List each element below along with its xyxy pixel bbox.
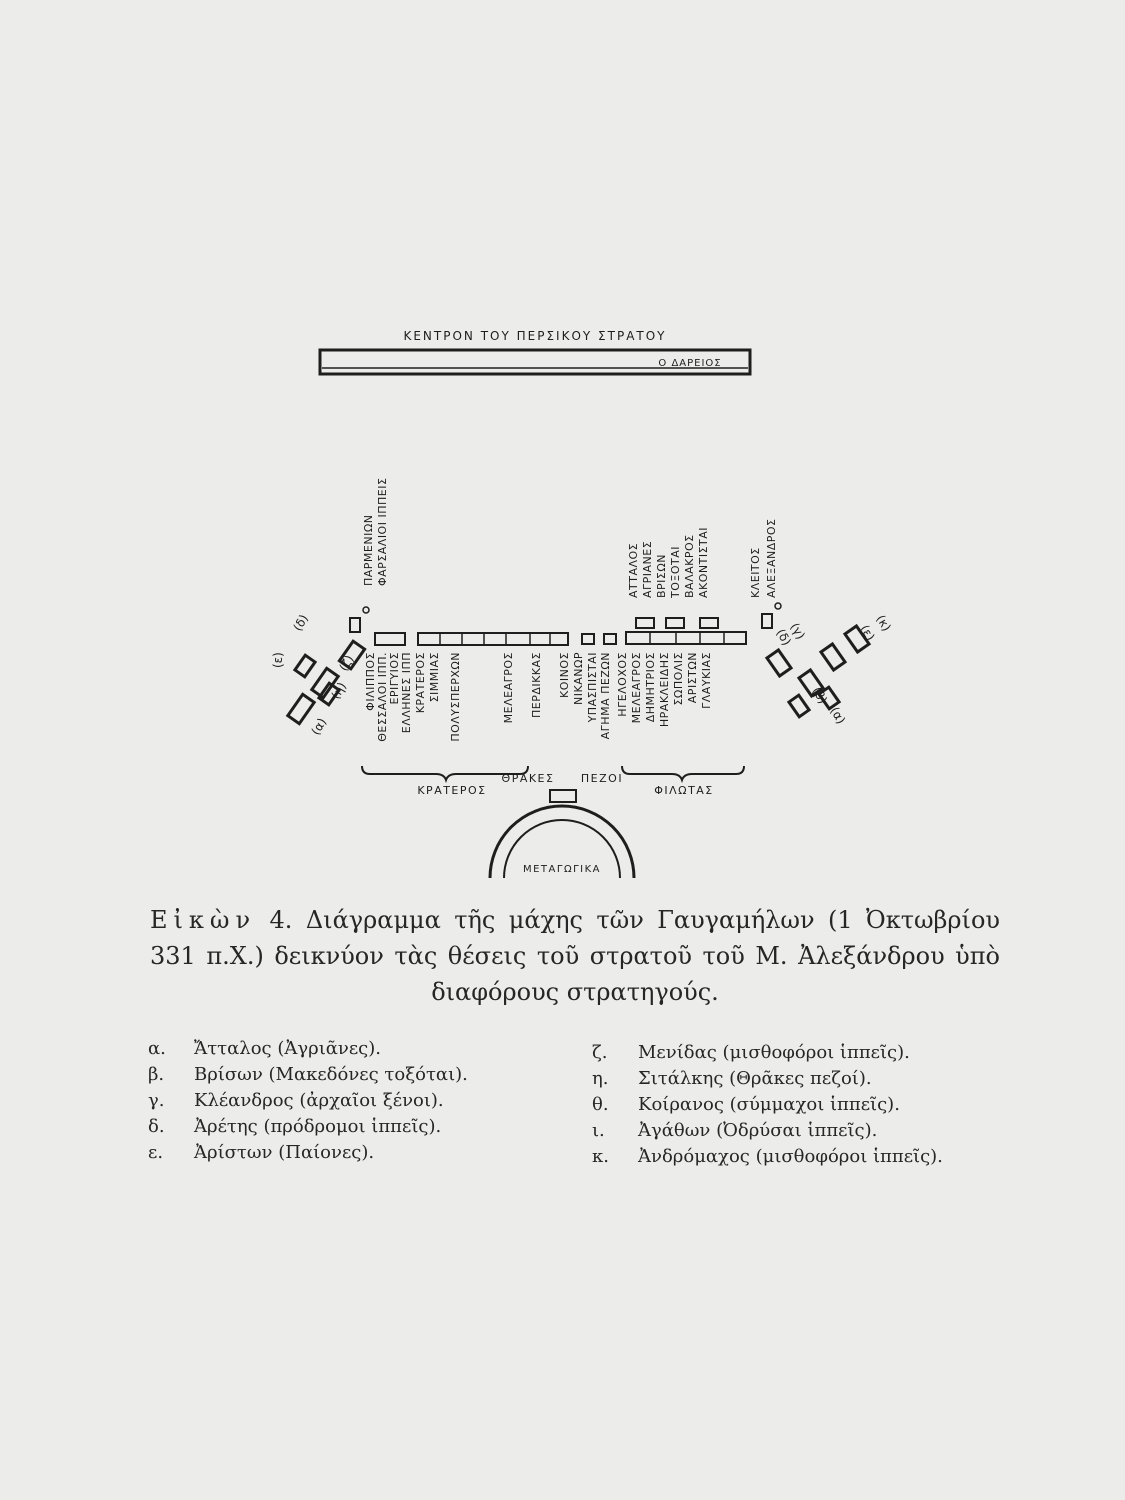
legend-item: β. Βρίσων (Μακεδόνες τοξόται). — [148, 1064, 468, 1085]
commander-label: ΤΟΞΟΤΑΙ — [669, 546, 682, 598]
unit-label: ΗΡΑΚΛΕΙΔΗΣ — [658, 652, 671, 728]
thessalian-cavalry-box — [375, 633, 405, 645]
flank-marker: (β) — [809, 684, 831, 707]
legend-item: γ. Κλέανδρος (ἀρχαῖοι ξένοι). — [148, 1090, 444, 1111]
left-markers — [271, 612, 357, 737]
caption-spaced-word: Εἰκὼν — [150, 906, 257, 934]
group-label-infantry: ΠΕΖΟΙ — [580, 772, 624, 785]
flank-marker: (κ) — [873, 612, 894, 634]
unit-label: ΚΡΑΤΕΡΟΣ — [414, 652, 427, 714]
unit-label: ΣΙΜΜΙΑΣ — [428, 652, 441, 703]
legend-item: α. Ἄτταλος (Ἀγριᾶνες). — [148, 1038, 381, 1059]
unit-label: ΚΟΙΝΟΣ — [558, 652, 571, 698]
commander-label: ΒΑΛΑΚΡΟΣ — [683, 534, 696, 598]
right-line-box — [626, 632, 746, 644]
flank-marker: (δ) — [773, 626, 794, 648]
legend-item: θ. Κοίρανος (σύμμαχοι ἱππεῖς). — [592, 1094, 900, 1115]
unit-label: ΗΓΕΛΟΧΟΣ — [616, 652, 629, 717]
alexander-marker — [762, 614, 772, 628]
legend-item: η. Σιτάλκης (Θρᾶκες πεζοί). — [592, 1068, 872, 1089]
caption-line-2: 331 π.Χ.) δεικνύον τὰς θέσεις τοῦ στρατοῦ τοῦ Μ. Ἀλεξάνδρου ὑπὸ — [150, 942, 1000, 970]
commander-label: ΑΓΡΙΑΝΕΣ — [641, 540, 654, 598]
unit-label: ΜΕΛΕΑΓΡΟΣ — [502, 652, 515, 724]
hypaspists-box — [582, 634, 594, 644]
caption-line-1 — [150, 902, 1000, 938]
legend-item: κ. Ἀνδρόμαχος (μισθοφόροι ἱππεῖς). — [592, 1146, 943, 1167]
unit-label: ΣΩΠΟΛΙΣ — [672, 652, 685, 706]
left-commanders — [362, 478, 389, 586]
commander-label: ΑΤΤΑΛΟΣ — [627, 542, 640, 598]
parmenion-marker — [350, 618, 360, 632]
flank-marker: (α) — [308, 715, 330, 738]
attalos-unit — [636, 618, 654, 628]
unit-label: ΑΡΙΣΤΩΝ — [686, 652, 699, 704]
flank-marker: (δ) — [290, 612, 311, 634]
legend-right — [592, 1040, 943, 1170]
commander-label: ΦΑΡΣΑΛΙΟΙ ΙΠΠΕΙΣ — [376, 477, 389, 586]
baggage-label: ΜΕΤΑΓΩΓΙΚΑ — [522, 864, 602, 875]
legend-left — [148, 1036, 468, 1166]
unit-label: ΔΗΜΗΤΡΙΟΣ — [644, 652, 657, 723]
unit-label: ΕΡΙΓΥΙΟΣ — [388, 652, 401, 705]
group-label-thracians: ΘΡΑΚΕΣ — [501, 772, 555, 785]
baggage-guard — [550, 790, 576, 802]
unit-label: ΘΕΣΣΑΛΟΙ ΙΠΠ. — [376, 652, 389, 742]
flank-marker: (ε) — [857, 622, 878, 644]
group-label-krateros: ΚΡΑΤΕΡΟΣ — [417, 784, 487, 797]
unit-label: ΝΙΚΑΝΩΡ — [572, 652, 585, 705]
commander-label: ΑΚΟΝΤΙΣΤΑΙ — [697, 526, 710, 598]
commander-label: ΒΡΙΣΩΝ — [655, 553, 668, 598]
unit-labels — [364, 652, 713, 742]
commander-label: ΠΑΡΜΕΝΙΩΝ — [362, 514, 375, 586]
persian-center-title: ΚΕΝΤΡΟΝ ΤΟΥ ΠΕΡΣΙΚΟΥ ΣΤΡΑΤΟΥ — [403, 329, 667, 343]
legend-item: δ. Ἀρέτης (πρόδρομοι ἱππεῖς). — [148, 1116, 442, 1137]
unit-label: ΕΛΛΗΝΕΣ ΙΠΠ — [400, 652, 413, 734]
flank-marker: (γ) — [787, 620, 808, 642]
flank-marker: (η) — [328, 679, 350, 702]
balakros-unit — [700, 618, 718, 628]
battle-line — [350, 603, 781, 645]
darius-label: Ο ΔΑΡΕΙΟΣ — [658, 358, 722, 369]
flank-marker: (α) — [827, 704, 849, 727]
unit-label: ΑΓΗΜΑ ΠΕΖΩΝ — [599, 652, 612, 740]
commander-label: ΑΛΕΞΑΝΔΡΟΣ — [765, 518, 778, 598]
group-label-philotas: ΦΙΛΩΤΑΣ — [654, 784, 714, 797]
brace-philotas — [622, 766, 744, 780]
unit-label: ΠΟΛΥΣΠΕΡΧΩΝ — [449, 652, 462, 742]
right-commanders-b — [749, 519, 778, 598]
right-commanders-a — [627, 527, 710, 599]
unit-label: ΠΕΡΔΙΚΚΑΣ — [530, 652, 543, 719]
legend-item: ζ. Μενίδας (μισθοφόροι ἱππεῖς). — [592, 1042, 910, 1063]
agema-box — [604, 634, 616, 644]
legend-item: ε. Ἀρίστων (Παίονες). — [148, 1142, 375, 1163]
brison-unit — [666, 618, 684, 628]
legend-item: ι. Ἀγάθων (Ὀδρύσαι ἱππεῖς). — [592, 1120, 878, 1141]
unit-label: ΦΙΛΙΠΠΟΣ — [364, 652, 377, 711]
unit-label: ΜΕΛΕΑΓΡΟΣ — [630, 652, 643, 724]
unit-label: ΥΠΑΣΠΙΣΤΑΙ — [586, 652, 599, 723]
caption-line-3: διαφόρους στρατηγούς. — [431, 978, 719, 1006]
commander-label: ΚΛΕΙΤΟΣ — [749, 547, 762, 598]
flank-marker: (ζ) — [336, 652, 357, 674]
unit-label: ΓΛΑΥΚΙΑΣ — [700, 652, 713, 709]
left-flank-units — [288, 641, 365, 724]
figure-caption — [150, 902, 1000, 1010]
flank-marker: (ε) — [271, 652, 285, 668]
caption-line-1-rest: 4. Διάγραμμα τῆς μάχης τῶν Γαυγαμήλων (1 Ὀκτωβρίου — [256, 906, 1000, 934]
